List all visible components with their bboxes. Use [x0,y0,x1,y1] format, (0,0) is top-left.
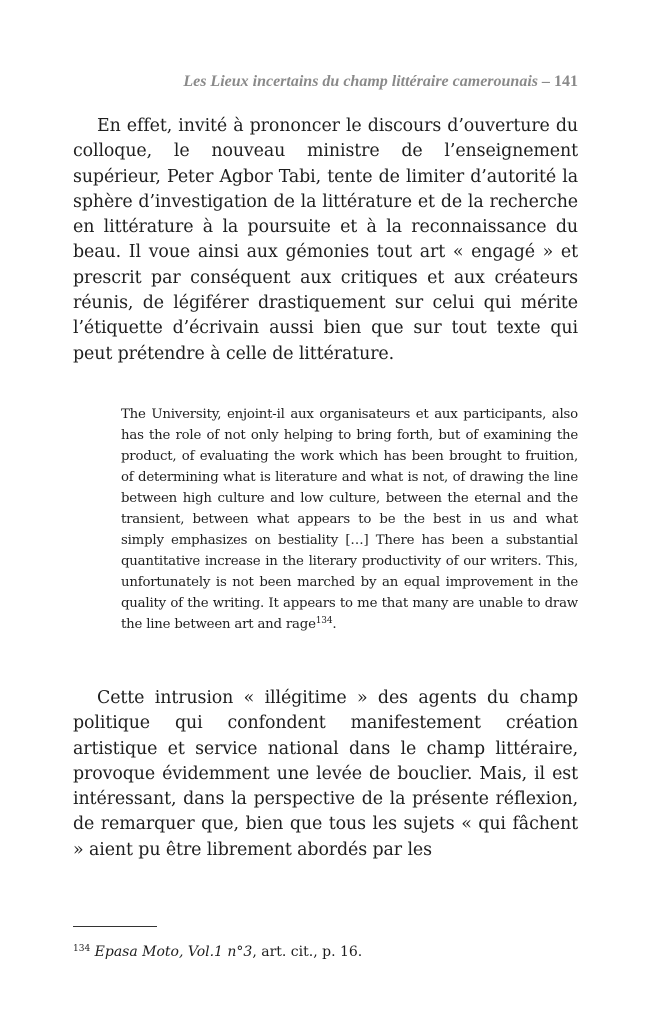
footnote-reference[interactable]: 134 [315,616,333,626]
footnote-separator [73,926,157,927]
running-header [73,73,578,91]
block-quote [121,404,578,635]
quote-end: . [332,617,337,632]
page-number: 141 [554,73,578,90]
footnote-number: 134 [73,944,91,954]
quote-text: The University, enjoint-il aux organisateurs et aux participants, also has the role of not only helping to bring forth, but of examining the product, of evaluating the work which has been brought to fruition, of determining what is literature and what is not, of drawing the line between high culture and low culture, between the eternal and the transient, between what appears to be the best in us and what simply emphasizes on bestiality […] There has been a substantial quantitative increase in the literary productivity of our writers. This, unfortunately is not been marched by an equal improvement in the quality of the writing. It appears to me that many are unable to draw the line between art and rage [121,407,578,632]
footnote-source: Epasa Moto, Vol.1 n°3 [94,944,253,960]
body-paragraph-2: Cette intrusion « illégitime » des agents du champ politique qui confondent manifestement création artistique et service national dans le champ littéraire, provoque évidemment une levée de bouclier. Mais, il est intéressant, dans la perspective de la présente réflexion, de remarquer que, bien que tous les sujets « qui fâchent » aient pu être librement abordés par les [73,688,578,860]
footnote-citation: , art. cit., p. 16. [252,944,363,960]
footnote [73,942,578,962]
running-title: Les Lieux incertains du champ littéraire camerounais – [183,73,550,90]
body-paragraph-1: En effet, invité à prononcer le discours d’ouverture du colloque, le nouveau ministre de l’enseignement supérieur, Peter Agbor Tabi, tente de limiter d’autorité la sphère d’investigation de la littérature et de la recherche en littérature à la poursuite et à la reconnaissance du beau. Il voue ainsi aux gémonies tout art « engagé » et prescrit par conséquent aux critiques et aux créateurs réunis, de légiférer drastiquement sur celui qui mérite l’étiquette d’écrivain aussi bien que sur tout texte qui peut prétendre à celle de littérature. [73,116,578,364]
